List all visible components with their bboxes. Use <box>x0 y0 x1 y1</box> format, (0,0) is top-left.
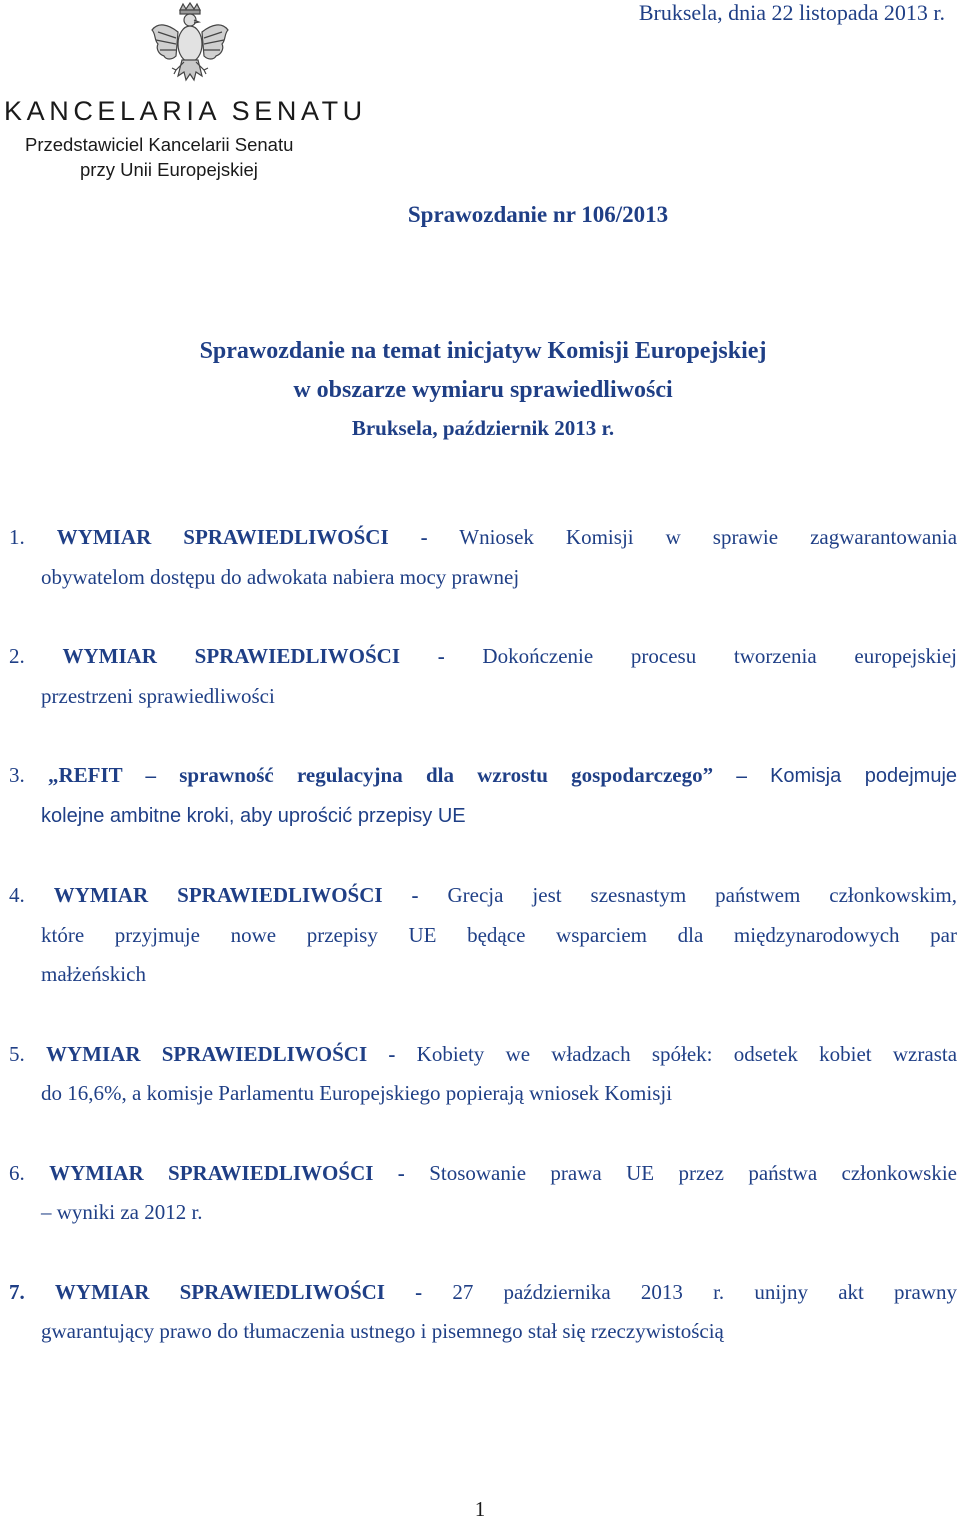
report-number: Sprawozdanie nr 106/2013 <box>407 202 669 227</box>
item-description: Komisja podejmuje <box>770 765 958 787</box>
list-item <box>9 756 957 836</box>
item-number: 4. <box>9 883 25 907</box>
page-number: 1 <box>474 1497 486 1521</box>
item-number: 7. <box>9 1279 25 1304</box>
item-continuation: do 16,6%, a komisje Parlamentu Europejskiego popierają wniosek Komisji <box>41 1081 673 1105</box>
list-item <box>9 518 957 597</box>
item-number: 2. <box>9 644 25 668</box>
list-item <box>9 637 957 716</box>
item-continuation: gwarantujący prawo do tłumaczenia ustnego i pisemnego stał się rzeczywistością <box>41 1319 724 1343</box>
item-heading: WYMIAR SPRAWIEDLIWOŚCI - <box>53 883 419 907</box>
item-continuation: kolejne ambitne kroki, aby uprościć przepisy UE <box>41 804 466 827</box>
item-number: 3. <box>9 763 25 787</box>
report-title-line-2: w obszarze wymiaru sprawiedliwości <box>293 377 673 403</box>
item-continuation: przestrzeni sprawiedliwości <box>41 683 275 708</box>
item-continuation: małżeńskich <box>41 962 146 986</box>
organization-name: KANCELARIA SENATU <box>4 96 367 126</box>
list-item <box>9 876 957 995</box>
organization-subtitle-line-2: przy Unii Europejskiej <box>80 159 258 180</box>
item-description: Stosowanie prawa UE przez państwa członkowskie <box>429 1160 957 1185</box>
item-description: 27 października 2013 r. unijny akt prawny <box>452 1279 957 1304</box>
item-heading: „REFIT – sprawność regulacyjna dla wzrostu gospodarczego” – <box>47 763 747 787</box>
date-line: Bruksela, dnia 22 listopada 2013 r. <box>638 0 945 25</box>
item-heading: WYMIAR SPRAWIEDLIWOŚCI - <box>46 1041 396 1066</box>
item-number: 6. <box>9 1160 25 1185</box>
item-heading: WYMIAR SPRAWIEDLIWOŚCI - <box>56 525 428 549</box>
item-continuation: – wyniki za 2012 r. <box>41 1200 203 1224</box>
item-description: Dokończenie procesu tworzenia europejskiej <box>482 644 958 668</box>
item-description: Grecja jest szesnastym państwem członkowskim, <box>447 883 958 907</box>
item-description: Kobiety we władzach spółek: odsetek kobiet wzrasta <box>416 1041 958 1066</box>
report-title-line-1: Sprawozdanie na temat inicjatyw Komisji Europejskiej <box>199 338 767 364</box>
white-eagle-emblem-icon <box>150 2 230 88</box>
item-number: 5. <box>9 1041 25 1066</box>
item-continuation: które przyjmuje nowe przepisy UE będące wsparciem dla międzynarodowych par <box>41 922 957 947</box>
organization-subtitle-line-1: Przedstawiciel Kancelarii Senatu <box>25 134 294 155</box>
item-heading: WYMIAR SPRAWIEDLIWOŚCI - <box>49 1160 405 1185</box>
item-heading: WYMIAR SPRAWIEDLIWOŚCI - <box>62 644 445 668</box>
item-number: 1. <box>9 525 25 549</box>
list-item <box>9 1273 957 1352</box>
report-items-list <box>9 518 957 1392</box>
item-heading: WYMIAR SPRAWIEDLIWOŚCI - <box>54 1279 423 1304</box>
report-title-block <box>0 332 960 447</box>
item-continuation: obywatelom dostępu do adwokata nabiera mocy prawnej <box>41 564 520 589</box>
item-description: Wniosek Komisji w sprawie zagwarantowania <box>459 525 958 549</box>
report-place-date: Bruksela, październik 2013 r. <box>351 416 615 440</box>
list-item <box>9 1035 957 1114</box>
list-item <box>9 1154 957 1233</box>
